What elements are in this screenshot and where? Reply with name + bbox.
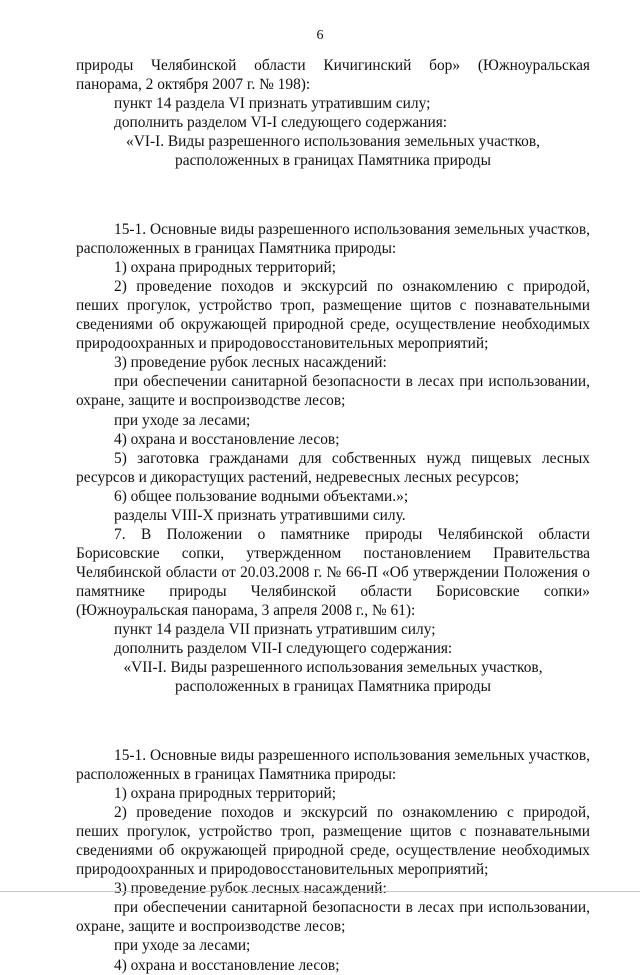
paragraph: 1) охрана природных территорий; [114, 785, 337, 803]
paragraph: при уходе за лесами; [114, 937, 251, 955]
paragraph: 2) проведение походов и экскурсий по ознакомлению с природой, пеших прогулок, устройство троп, размещение щитов с познавательными сведениями об окружающей природной среде, осуществление необходимых природоохранных и природовосстановительных мероприятий; [76, 804, 590, 879]
paragraph: дополнить разделом VI-I следующего содержания: [114, 114, 448, 132]
document-body [76, 56, 590, 975]
blank-line [76, 712, 590, 731]
section-heading-line: «VI-I. Виды разрешенного использования земельных участков, [126, 133, 540, 151]
paragraph: пункт 14 раздела VII признать утратившим силу; [114, 621, 436, 639]
page-bottom-divider [0, 891, 640, 892]
paragraph: 7. В Положении о памятнике природы Челябинской области Борисовские сопки, утвержденном постановлением Правительства Челябинской области от 20.03.2008 г. № 66-П «Об утверждении Положения о памятнике природы Челябинской области Борисовские сопки» (Южноуральская панорама, 3 апреля 2008 г., № 61): [76, 525, 590, 619]
paragraph: разделы VIII-X признать утратившими силу. [114, 506, 406, 524]
paragraph: 3) проведение рубок лесных насаждений: [114, 354, 387, 372]
paragraph: 4) охрана и восстановление лесов; [114, 430, 340, 448]
paragraph: 6) общее пользование водными объектами.»; [114, 487, 409, 505]
paragraph: 5) заготовка гражданами для собственных нужд пищевых лесных ресурсов и дикорастущих растений, недревесных лесных ресурсов; [76, 449, 590, 486]
paragraph: при обеспечении санитарной безопасности в лесах при использовании, охране, защите и воспроизводстве лесов; [76, 899, 590, 936]
section-heading-line: «VII-I. Виды разрешенного использования земельных участков, [123, 659, 543, 677]
paragraph: 15-1. Основные виды разрешенного использования земельных участков, расположенных в границах Памятника природы: [76, 221, 590, 258]
page-number: 6 [316, 28, 324, 43]
blank-line [76, 186, 590, 205]
paragraph: 15-1. Основные виды разрешенного использования земельных участков, расположенных в границах Памятника природы: [76, 747, 590, 784]
paragraph: дополнить разделом VII-I следующего содержания: [114, 640, 453, 658]
paragraph: пункт 14 раздела VI признать утратившим силу; [114, 95, 431, 113]
paragraph: природы Челябинской области Кичигинский бор» (Южноуральская панорама, 2 октября 2007 г. № 198): [76, 57, 590, 94]
section-heading-line: расположенных в границах Памятника природы [175, 678, 491, 696]
section-heading-line: расположенных в границах Памятника природы [175, 152, 491, 170]
paragraph: 3) проведение рубок лесных насаждений: [114, 880, 387, 898]
paragraph: 4) охрана и восстановление лесов; [114, 956, 340, 974]
paragraph: 2) проведение походов и экскурсий по ознакомлению с природой, пеших прогулок, устройство троп, размещение щитов с познавательными сведениями об окружающей природной среде, осуществление необходимых природоохранных и природовосстановительных мероприятий; [76, 278, 590, 353]
paragraph: при обеспечении санитарной безопасности в лесах при использовании, охране, защите и воспроизводстве лесов; [76, 373, 590, 410]
paragraph: 1) охрана природных территорий; [114, 259, 337, 277]
paragraph: при уходе за лесами; [114, 411, 251, 429]
